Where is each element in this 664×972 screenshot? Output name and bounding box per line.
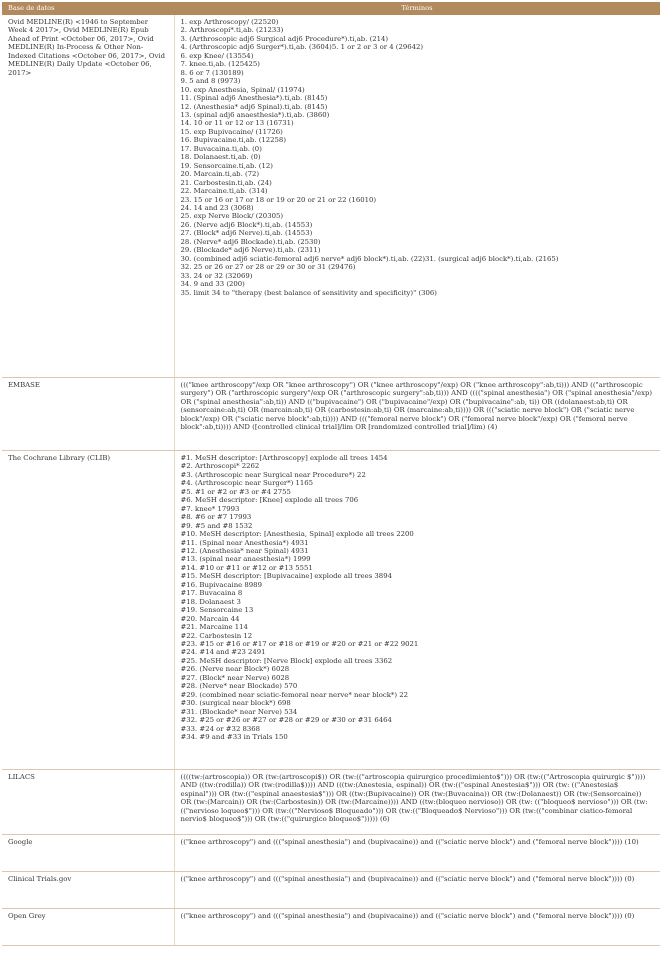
search-line: 12. (Anesthesia* adj6 Spinal).ti,ab. (8145) bbox=[180, 102, 328, 111]
table-row-lilacs bbox=[2, 770, 660, 835]
search-line: 1. exp Arthroscopy/ (22520) bbox=[180, 18, 279, 26]
search-lines-list bbox=[181, 18, 655, 297]
table-header-row bbox=[2, 2, 660, 15]
database-cell bbox=[2, 451, 174, 770]
search-line: #3. (Arthroscopic near Surgical near Procedure*) 22 bbox=[180, 470, 366, 479]
search-line: #5. #1 or #2 or #3 or #4 2755 bbox=[180, 487, 291, 496]
search-line: 29. (Blockade* adj6 Nerve).ti,ab. (2311) bbox=[180, 246, 321, 255]
search-line: #24. #14 and #23 2491 bbox=[180, 648, 266, 657]
database-name: EMBASE bbox=[8, 381, 40, 389]
search-line: #18. Dolanaest 3 bbox=[180, 597, 241, 606]
search-line: 8. 6 or 7 (130189) bbox=[180, 68, 244, 77]
search-line: #17. Buvacaina 8 bbox=[180, 589, 243, 598]
header-database: Base de datos bbox=[2, 2, 174, 15]
search-line: 2. Arthroscopi*.ti,ab. (21233) bbox=[180, 26, 284, 35]
search-strategy-table bbox=[2, 2, 660, 946]
terms-cell bbox=[174, 15, 660, 378]
search-line: 13. (spinal adj6 anaesthesia*).ti,ab. (3860) bbox=[180, 110, 330, 119]
search-string: ((("knee arthroscopy"/exp OR "knee arthroscopy") OR ("knee arthroscopy"/exp) OR ("knee arthroscopy":ab,ti))) AND (("arthroscopic surgery") OR ("arthroscopic surgery"/exp OR ("arthroscopic surgery":ab,ti))) AND (((("spinal anesthesia") OR ("spinal anesthesia"/exp) OR ("spinal anesthesia":ab,ti)) AND (("bupivacaine") OR ("bupivacaine"/exp) OR ("bupivacaine":ab, ti)) OR ((dolanaest:ab,ti) OR (sensorcaine:ab,ti) OR (marcain:ab,ti) OR (carbostesin:ab,ti) OR (marcaine:ab,ti)))) OR ((("sciatic nerve block") OR ("sciatic nerve block"/exp) OR ("sciatic nerve block":ab,ti)))) AND ((("femoral nerve block") OR ("femoral nerve block"/exp) OR ("femoral nerve block":ab,ti)))) AND ([controlled clinical trial]/lim OR [randomized controlled trial]/lim) (4) bbox=[180, 381, 653, 432]
search-line: #22. Carbostesin 12 bbox=[180, 631, 253, 640]
search-line: 14. 10 or 11 or 12 or 13 (16731) bbox=[180, 119, 294, 128]
search-line: 7. knee.ti,ab. (125425) bbox=[180, 60, 260, 69]
search-line: #34. #9 and #33 in Trials 150 bbox=[180, 732, 288, 741]
terms-cell bbox=[174, 451, 660, 770]
search-line: #10. MeSH descriptor: [Anesthesia, Spinal] explode all trees 2200 bbox=[180, 530, 414, 539]
search-line: #6. MeSH descriptor: [Knee] explode all trees 706 bbox=[180, 496, 359, 505]
search-line: #12. (Anesthesia* near Spinal) 4931 bbox=[180, 546, 309, 555]
table-row-opengrey bbox=[2, 909, 660, 946]
database-cell bbox=[2, 835, 174, 872]
search-line: 28. (Nerve* adj6 Blockade).ti,ab. (2530) bbox=[180, 237, 321, 246]
database-cell bbox=[2, 378, 174, 451]
terms-cell bbox=[174, 909, 660, 946]
search-string: (("knee arthroscopy") and ((("spinal anesthesia") and (bupivacaine)) and (("sciatic nerve block") and ("femoral nerve block")))) (0) bbox=[180, 912, 635, 920]
search-line: #14. #10 or #11 or #12 or #13 5551 bbox=[180, 563, 313, 572]
search-line: #9. #5 and #8 1532 bbox=[180, 521, 253, 530]
database-name: Ovid MEDLINE(R) <1946 to September Week 4 2017>, Ovid MEDLINE(R) Epub Ahead of Print <October 06, 2017>, Ovid MEDLINE(R) In-Process & Other Non-Indexed Citations <October 06, 2017>, Ovid MEDLINE(R) Daily Update <October 06, 2017> bbox=[8, 18, 166, 77]
search-line: #31. (Blockade* near Nerve) 534 bbox=[180, 707, 298, 716]
search-line: 16. Bupivacaine.ti,ab. (12258) bbox=[180, 136, 287, 145]
header-terms: Términos bbox=[174, 2, 660, 15]
search-line: #28. (Nerve* near Blockade) 570 bbox=[180, 682, 298, 691]
search-line: 10. exp Anesthesia, Spinal/ (11974) bbox=[180, 85, 305, 94]
search-line: #13. (spinal near anaesthesia*) 1999 bbox=[180, 555, 311, 564]
search-line: 30. (combined adj6 sciatic-femoral adj6 nerve* adj6 block*).ti,ab. (22)31. (surgical adj6 block*).ti,ab. (2165) bbox=[180, 254, 559, 263]
search-line: 19. Sensorcaine.ti,ab. (12) bbox=[180, 161, 273, 170]
search-line: 27. (Block* adj6 Nerve).ti,ab. (14553) bbox=[180, 229, 313, 238]
search-line: 3. (Arthroscopic adj6 Surgical adj6 Procedure*).ti,ab. (214) bbox=[180, 34, 389, 43]
search-lines-list bbox=[181, 454, 655, 741]
database-name: Open Grey bbox=[8, 912, 46, 920]
search-line: 33. 24 or 32 (32069) bbox=[180, 271, 253, 280]
search-line: 20. Marcain.ti,ab. (72) bbox=[180, 170, 260, 179]
search-line: 11. (Spinal adj6 Anesthesia*).ti,ab. (8145) bbox=[180, 94, 328, 103]
database-cell bbox=[2, 909, 174, 946]
search-line: 15. exp Bupivacaine/ (11726) bbox=[180, 127, 283, 136]
search-line: 9. 5 and 8 (9973) bbox=[180, 77, 241, 86]
search-line: #8. #6 or #7 17993 bbox=[180, 513, 252, 522]
table-row-cochrane bbox=[2, 451, 660, 770]
search-line: #1. MeSH descriptor: [Arthroscopy] explode all trees 1454 bbox=[180, 454, 388, 462]
terms-cell bbox=[174, 835, 660, 872]
terms-cell bbox=[174, 770, 660, 835]
search-line: #7. knee* 17993 bbox=[180, 504, 240, 513]
search-line: #26. (Nerve near Block*) 6028 bbox=[180, 665, 290, 674]
search-line: 34. 9 and 33 (200) bbox=[180, 280, 245, 289]
search-line: 32. 25 or 26 or 27 or 28 or 29 or 30 or 31 (29476) bbox=[180, 263, 356, 272]
search-line: #15. MeSH descriptor: [Bupivacaine] explode all trees 3894 bbox=[180, 572, 392, 581]
search-line: #2. Arthroscopi* 2262 bbox=[180, 462, 260, 471]
database-cell bbox=[2, 15, 174, 378]
search-line: 4. (Arthroscopic adj6 Surger*).ti,ab. (3604)5. 1 or 2 or 3 or 4 (29642) bbox=[180, 43, 424, 52]
terms-cell bbox=[174, 872, 660, 909]
search-line: 21. Carbostesin.ti,ab. (24) bbox=[180, 178, 272, 187]
search-line: 35. limit 34 to "therapy (best balance of sensitivity and specificity)" (306) bbox=[180, 288, 437, 297]
search-line: #19. Sensorcaine 13 bbox=[180, 606, 254, 615]
database-name: Google bbox=[8, 838, 33, 846]
search-line: 25. exp Nerve Block/ (20305) bbox=[180, 212, 284, 221]
search-line: #11. (Spinal near Anesthesia*) 4931 bbox=[180, 538, 309, 547]
search-line: #33. #24 or #32 8368 bbox=[180, 724, 261, 733]
search-line: 6. exp Knee/ (13554) bbox=[180, 51, 254, 60]
search-line: 17. Buvacaina.ti,ab. (0) bbox=[180, 144, 262, 153]
table-row-google bbox=[2, 835, 660, 872]
table-row-embase bbox=[2, 378, 660, 451]
search-line: #16. Bupivacaine 8989 bbox=[180, 580, 262, 589]
search-string: (("knee arthroscopy") and ((("spinal anesthesia") and (bupivacaine)) and (("sciatic nerve block") and ("femoral nerve block")))) (10) bbox=[180, 838, 639, 846]
search-line: #27. (Block* near Nerve) 6028 bbox=[180, 673, 290, 682]
search-line: #29. (combined near sciatic-femoral near nerve* near block*) 22 bbox=[180, 690, 408, 699]
search-string: (("knee arthroscopy") and ((("spinal anesthesia") and (bupivacaine)) and (("sciatic nerve block") and ("femoral nerve block")))) (0) bbox=[180, 875, 635, 883]
search-line: 22. Marcaine.ti,ab. (314) bbox=[180, 187, 268, 196]
table-row-medline bbox=[2, 15, 660, 378]
database-name: Clinical Trials.gov bbox=[8, 875, 72, 883]
search-strategy-table-container bbox=[2, 2, 660, 946]
database-cell bbox=[2, 872, 174, 909]
search-line: 24. 14 and 23 (3068) bbox=[180, 203, 254, 212]
search-line: 23. 15 or 16 or 17 or 18 or 19 or 20 or 21 or 22 (16010) bbox=[180, 195, 377, 204]
database-name: LILACS bbox=[8, 773, 35, 781]
search-line: #32. #25 or #26 or #27 or #28 or #29 or #30 or #31 6464 bbox=[180, 716, 392, 725]
table-row-clinicaltrials bbox=[2, 872, 660, 909]
search-line: #20. Marcain 44 bbox=[180, 614, 240, 623]
search-string: ((((tw:(artroscopia)) OR (tw:(artroscopi$)) OR (tw:(("artroscopia quirurgico procedimiento$"))) OR (tw:(("Artroscopia quirurgic $")))) AND ((tw:(rodilla)) OR (tw:(rodilla$)))) AND (((tw:(Anestesia, espinal)) OR (tw:(("espinal Anestesia$"))) OR (tw: (("Anestesia$ espinal"))) OR (tw:(("espinal anaestesia$"))) OR ((tw:(Bupivacaine)) OR (tw:(Buvacaina)) OR (tw:(Dolanaest)) OR (tw:(Sensorcaine)) OR (tw:(Marcain)) OR (tw:(Carbostesin)) OR (tw:(Marcaine)))) AND ((tw:(bloqueo nervioso)) OR (tw: (("bloqueo$ nervioso"))) OR (tw:(("nervioso loqueo$"))) OR (tw:(("Nervioso$ Bloqueado"))) OR (tw:(("Bloqueado$ Nervioso"))) OR (tw:(("combinar ciatico-femoral nervio$ bloqueo$"))) OR (tw:(("quirurgico bloqueo$"))))) (6) bbox=[180, 773, 648, 824]
search-line: #30. (surgical near block*) 698 bbox=[180, 699, 291, 708]
search-line: #25. MeSH descriptor: [Nerve Block] explode all trees 3362 bbox=[180, 656, 393, 665]
search-line: 18. Dolanaest.ti,ab. (0) bbox=[180, 153, 261, 162]
search-line: 26. (Nerve adj6 Block*).ti,ab. (14553) bbox=[180, 220, 313, 229]
search-line: #21. Marcaine 114 bbox=[180, 623, 248, 632]
terms-cell bbox=[174, 378, 660, 451]
search-line: #23. #15 or #16 or #17 or #18 or #19 or #20 or #21 or #22 9021 bbox=[180, 639, 419, 648]
database-cell bbox=[2, 770, 174, 835]
database-name: The Cochrane Library (CLIB) bbox=[8, 454, 111, 462]
search-line: #4. (Arthroscopic near Surger*) 1165 bbox=[180, 479, 314, 488]
